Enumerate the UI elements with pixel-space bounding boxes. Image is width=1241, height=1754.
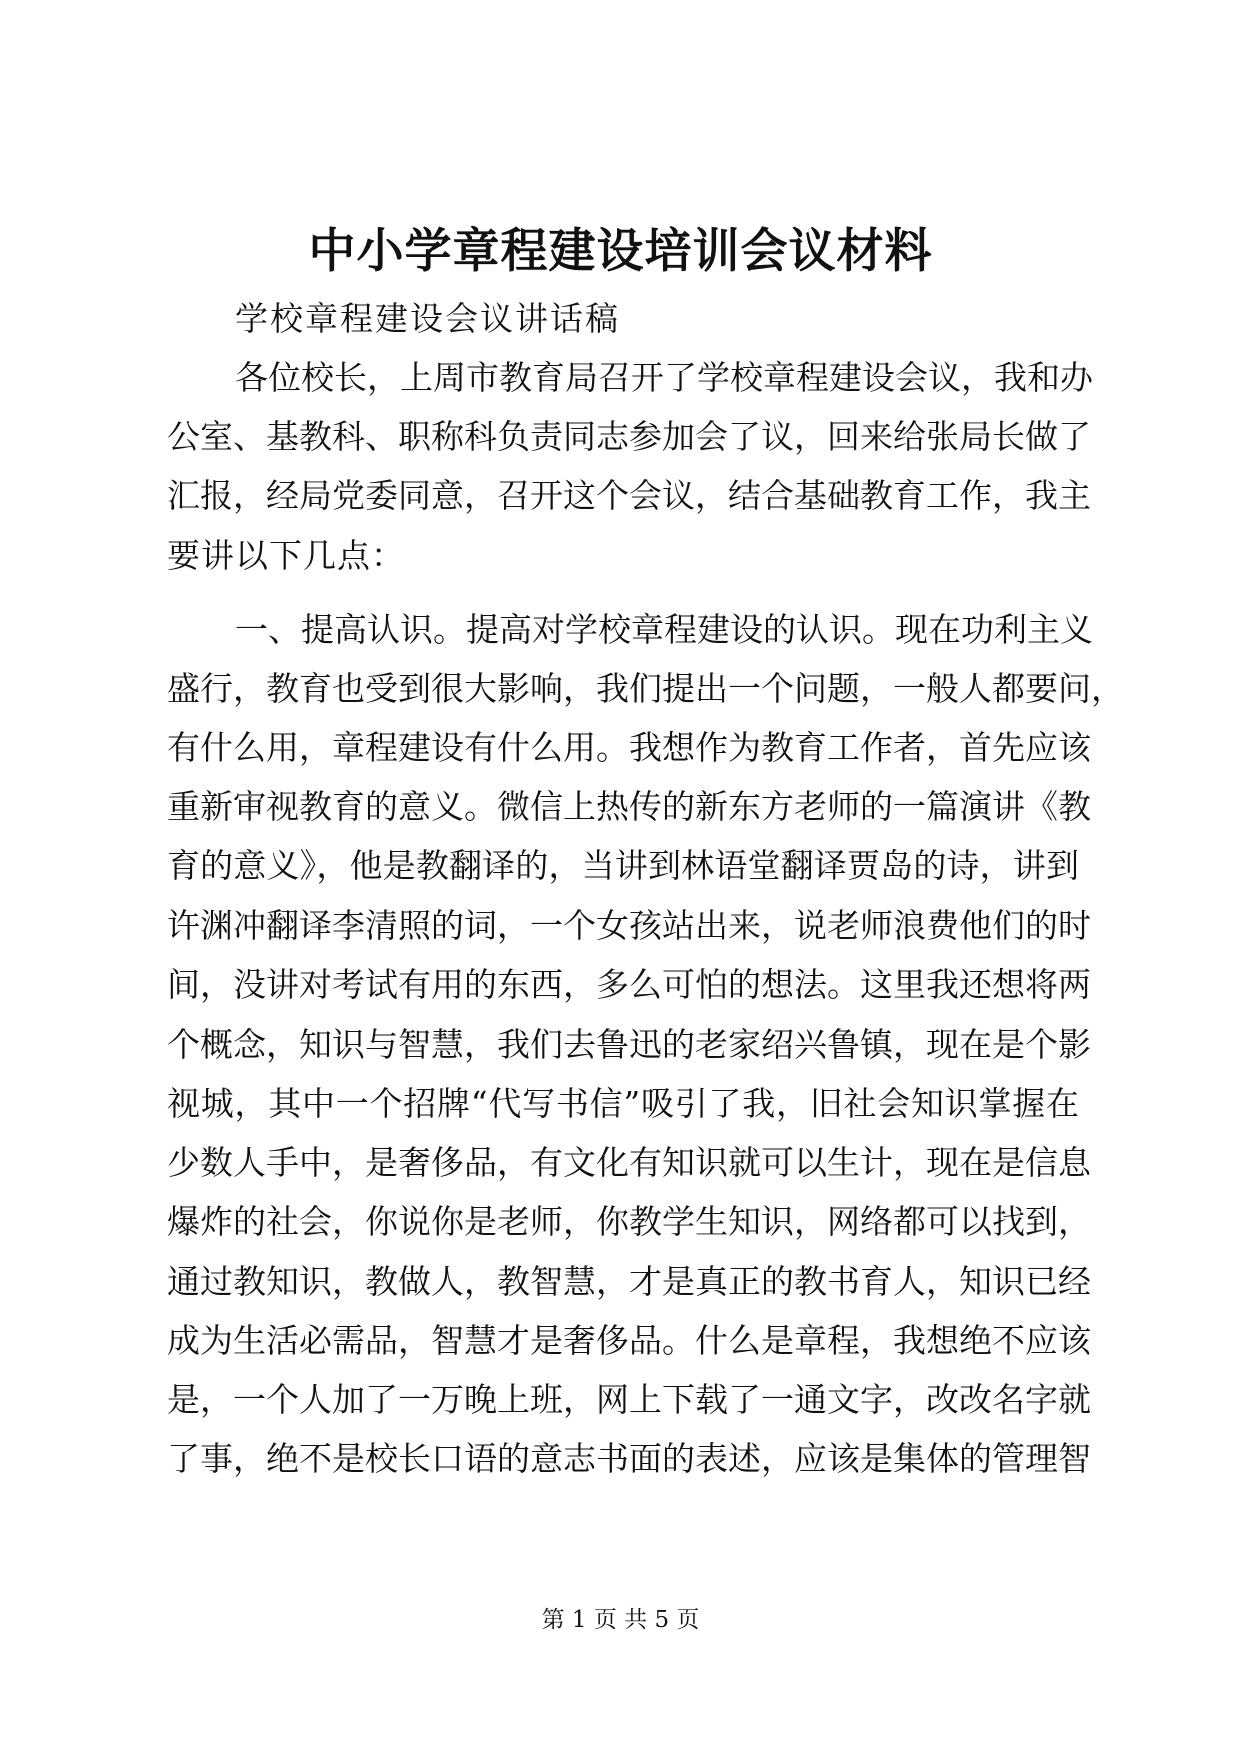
paragraph-2-line-13: 成为生活必需品，智慧才是奢侈品。什么是章程，我想绝不应该 — [167, 1321, 1091, 1360]
paragraph-2-line-6: 许渊冲翻译李清照的词，一个女孩站出来，说老师浪费他们的时 — [167, 906, 1091, 945]
paragraph-2-line-9: 视城，其中一个招牌“代写书信”吸引了我，旧社会知识掌握在 — [167, 1084, 1079, 1123]
paragraph-2-line-14: 是，一个人加了一万晚上班，网上下载了一通文字，改改名字就 — [167, 1380, 1091, 1419]
paragraph-1-line-2: 公室、基教科、职称科负责同志参加会了议，回来给张局长做了 — [167, 417, 1091, 456]
document-title: 中小学章程建设培训会议材料 — [308, 224, 933, 279]
page-number-footer: 第 1 页 共 5 页 — [541, 1607, 700, 1633]
paragraph-2-line-1: 一、提高认识。提高对学校章程建设的认识。现在功利主义 — [235, 610, 1093, 649]
paragraph-1-line-4: 要讲以下几点： — [167, 536, 405, 575]
document-subtitle: 学校章程建设会议讲话稿 — [235, 299, 620, 338]
paragraph-2-line-7: 间，没讲对考试有用的东西，多么可怕的想法。这里我还想将两 — [167, 965, 1091, 1004]
paragraph-1-line-1: 各位校长，上周市教育局召开了学校章程建设会议，我和办 — [235, 358, 1093, 397]
paragraph-2-line-4: 重新审视教育的意义。微信上热传的新东方老师的一篇演讲《教 — [167, 787, 1091, 826]
paragraph-2-line-3: 有什么用，章程建设有什么用。我想作为教育工作者，首先应该 — [167, 728, 1091, 767]
paragraph-2-line-10: 少数人手中，是奢侈品，有文化有知识就可以生计，现在是信息 — [167, 1143, 1091, 1182]
paragraph-2-line-11: 爆炸的社会，你说你是老师，你教学生知识，网络都可以找到， — [167, 1202, 1091, 1241]
paragraph-2-line-15: 了事，绝不是校长口语的意志书面的表述，应该是集体的管理智 — [167, 1439, 1091, 1478]
paragraph-1-line-3: 汇报，经局党委同意，召开这个会议，结合基础教育工作，我主 — [167, 476, 1091, 515]
paragraph-2-line-12: 通过教知识，教做人，教智慧，才是真正的教书育人，知识已经 — [167, 1262, 1091, 1301]
paragraph-2-line-5: 育的意义》，他是教翻译的，当讲到林语堂翻译贾岛的诗，讲到 — [167, 846, 1079, 885]
paragraph-2-line-2: 盛行，教育也受到很大影响，我们提出一个问题，一般人都要问， — [167, 669, 1124, 708]
paragraph-2-line-8: 个概念，知识与智慧，我们去鲁迅的老家绍兴鲁镇，现在是个影 — [167, 1025, 1091, 1064]
